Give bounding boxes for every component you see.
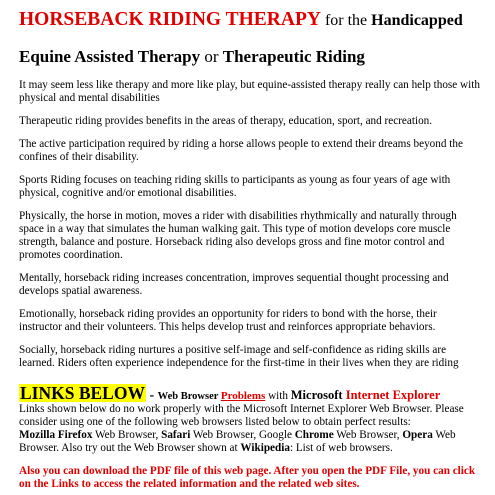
subtitle-or: or: [200, 47, 223, 66]
problems-link[interactable]: Problems: [220, 390, 266, 402]
paragraph-emotionally: Emotionally, horseback riding provides an opportunity for riders to bond with the horse, their instructor and their volunteers. This helps develop trust and reinforces appropriate behaviors.: [19, 308, 437, 333]
links-dash: -: [145, 388, 158, 403]
with-label: with: [265, 390, 291, 402]
internet-explorer-label: Internet Explorer: [345, 388, 441, 402]
page-subtitle: [19, 47, 481, 67]
browser-note-4: Web Browser,: [333, 429, 403, 441]
opera-label: Opera: [402, 429, 433, 441]
paragraph-sports-riding: Sports Riding focuses on teaching riding skills to participants as young as four years of age with physical, cognitive and/or emotional disabilities.: [19, 174, 451, 199]
document-page: [19, 8, 481, 491]
browser-note-1: Links shown below do no work properly with the Microsoft Internet Explorer Web Browser. Please consider using one of the following web browsers listed below to obtain perfect results:: [19, 403, 464, 428]
browser-note-2: Web Browser,: [92, 429, 162, 441]
subtitle-therapeutic: Therapeutic Riding: [222, 47, 365, 66]
mozilla-firefox-label: Mozilla Firefox: [19, 429, 93, 441]
page-title: [19, 8, 481, 33]
paragraph-participation: The active participation required by riding a horse allows people to extend their dreams beyond the confines of their disability.: [19, 138, 463, 163]
title-for: for the: [320, 12, 372, 29]
title-main: HORSEBACK RIDING THERAPY: [19, 9, 321, 30]
browser-note-5: Web Browser. Also try out the Web Browser shown at: [19, 429, 456, 454]
links-below-heading: LINKS BELOW: [20, 383, 145, 403]
pdf-download-note: Also you can download the PDF file of this web page. After you open the PDF File, you can click on the Links to access the related information and the related web sites.: [19, 465, 476, 490]
web-browser-label: Web Browser: [157, 391, 221, 402]
safari-label: Safari: [161, 429, 191, 441]
paragraph-mentally: Mentally, horseback riding increases concentration, improves sequential thought processing and develops spatial awareness.: [19, 272, 449, 297]
browser-note-3: Web Browser, Google: [190, 429, 295, 441]
paragraph-socially: Socially, horseback riding nurtures a positive self-image and self-confidence as riding skills are learned. Riders often experience independence for the first-time in their lives when they are riding: [19, 344, 459, 369]
paragraph-benefits: Therapeutic riding provides benefits in the areas of therapy, education, sport, and recreation.: [19, 115, 433, 127]
paragraph-physically: Physically, the horse in motion, moves a rider with disabilities rhythmically and naturally through space in a way that simulates the human walking gait. This type of motion develops core muscle strength, balance and posture. Horseback riding also develops gross and fine motor control and promotes coordination.: [19, 210, 457, 261]
title-handicapped: Handicapped: [371, 12, 463, 29]
subtitle-equine: Equine Assisted Therapy: [19, 47, 201, 66]
links-section: [19, 384, 481, 455]
microsoft-label: Microsoft: [290, 388, 346, 402]
chrome-label: Chrome: [294, 429, 334, 441]
browser-note-6: : List of web browsers.: [289, 442, 393, 454]
wikipedia-label: Wikipedia: [240, 442, 290, 454]
paragraph-intro: It may seem less like therapy and more like play, but equine-assisted therapy really can help those with physical and mental disabilities: [19, 79, 480, 104]
